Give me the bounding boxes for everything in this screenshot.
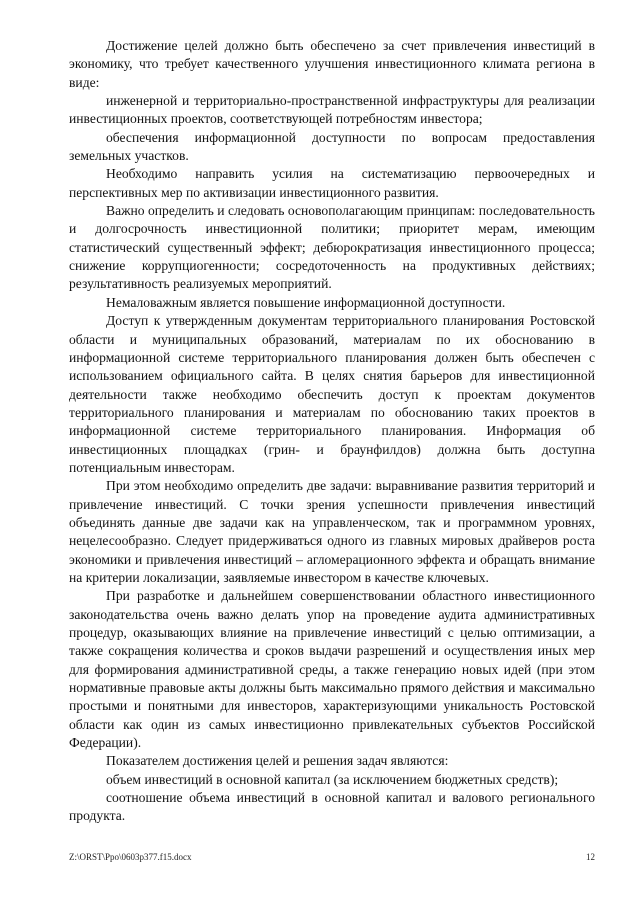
document-body bbox=[69, 37, 595, 826]
paragraph-priority-measures: Необходимо направить усилия на систематизацию первоочередных и перспективных мер по активизации инвестиционного развития. bbox=[69, 166, 595, 200]
footer-file-path: Z:\ORST\Ppo\0603p377.f15.docx bbox=[69, 852, 192, 862]
paragraph-two-tasks: При этом необходимо определить две задачи: выравнивание развития территорий и привлечение инвестиций. С точки зрения успешности привлечения инвестиций объединять данные две задачи как на управленческом, так и программном уровнях, нецелесообразно. Следует придерживаться одного из главных мировых драйверов роста экономики и привлечения инвестиций – агломерационного эффекта и обращать внимание на критерии локализации, заявляемые инвестором в качестве ключевых. bbox=[69, 478, 595, 585]
paragraph-legislation: При разработке и дальнейшем совершенствовании областного инвестиционного законодательства очень важно делать упор на проведение аудита административных процедур, оказывающих влияние на привлечение инвестиций с целью оптимизации, а также сокращения количества и сроков выдачи разрешений и осуществления иных мер для формирования административной среды, а также генерацию новых идей (при этом нормативные правовые акты должны быть максимально прямого действия и максимально простыми и понятными для инвесторов, характеризующими уникальность Ростовской области как один из самых инвестиционно привлекательных субъектов Российской Федерации). bbox=[69, 588, 595, 751]
list-item-grp-ratio: соотношение объема инвестиций в основной капитал и валового регионального продукта. bbox=[69, 790, 595, 824]
paragraph-principles: Важно определить и следовать основополагающим принципам: последовательность и долгосрочность инвестиционной политики; приоритет мерам, имеющим статистический существенный эффект; дебюрократизация инвестиционного процесса; снижение коррупциогенности; сосредоточенность на продуктивных действиях; результативность реализуемых мероприятий. bbox=[69, 203, 595, 292]
list-item-land-information: обеспечения информационной доступности по вопросам предоставления земельных участков. bbox=[69, 129, 595, 164]
paragraph-investment-goals: Достижение целей должно быть обеспечено за счет привлечения инвестиций в экономику, что требует качественного улучшения инвестиционного климата региона в виде: bbox=[69, 38, 595, 90]
paragraph-information-access: Немаловажным является повышение информационной доступности. bbox=[106, 294, 506, 310]
list-item-fixed-capital: объем инвестиций в основной капитал (за исключением бюджетных средств); bbox=[106, 771, 559, 787]
paragraph-planning-documents: Доступ к утвержденным документам территориального планирования Ростовской области и муниципальных образований, материалам по их обоснованию в информационной системе территориального планирования должен быть обеспечен с использованием официального сайта. В целях снятия барьеров для инвестиционной деятельности также необходимо обеспечить доступ к проектам документов территориального планирования и материалам по обоснованию таких проектов в информационной системе территориального планирования. Информация об инвестиционных площадках (грин- и браунфилдов) должна быть доступна потенциальным инвесторам. bbox=[69, 313, 595, 475]
paragraph-indicators-intro: Показателем достижения целей и решения задач являются: bbox=[106, 753, 449, 769]
footer-page-number: 12 bbox=[586, 852, 595, 862]
list-item-infrastructure: инженерной и территориально-пространственной инфраструктуры для реализации инвестиционных проектов, соответствующей потребностям инвестора; bbox=[69, 93, 595, 127]
